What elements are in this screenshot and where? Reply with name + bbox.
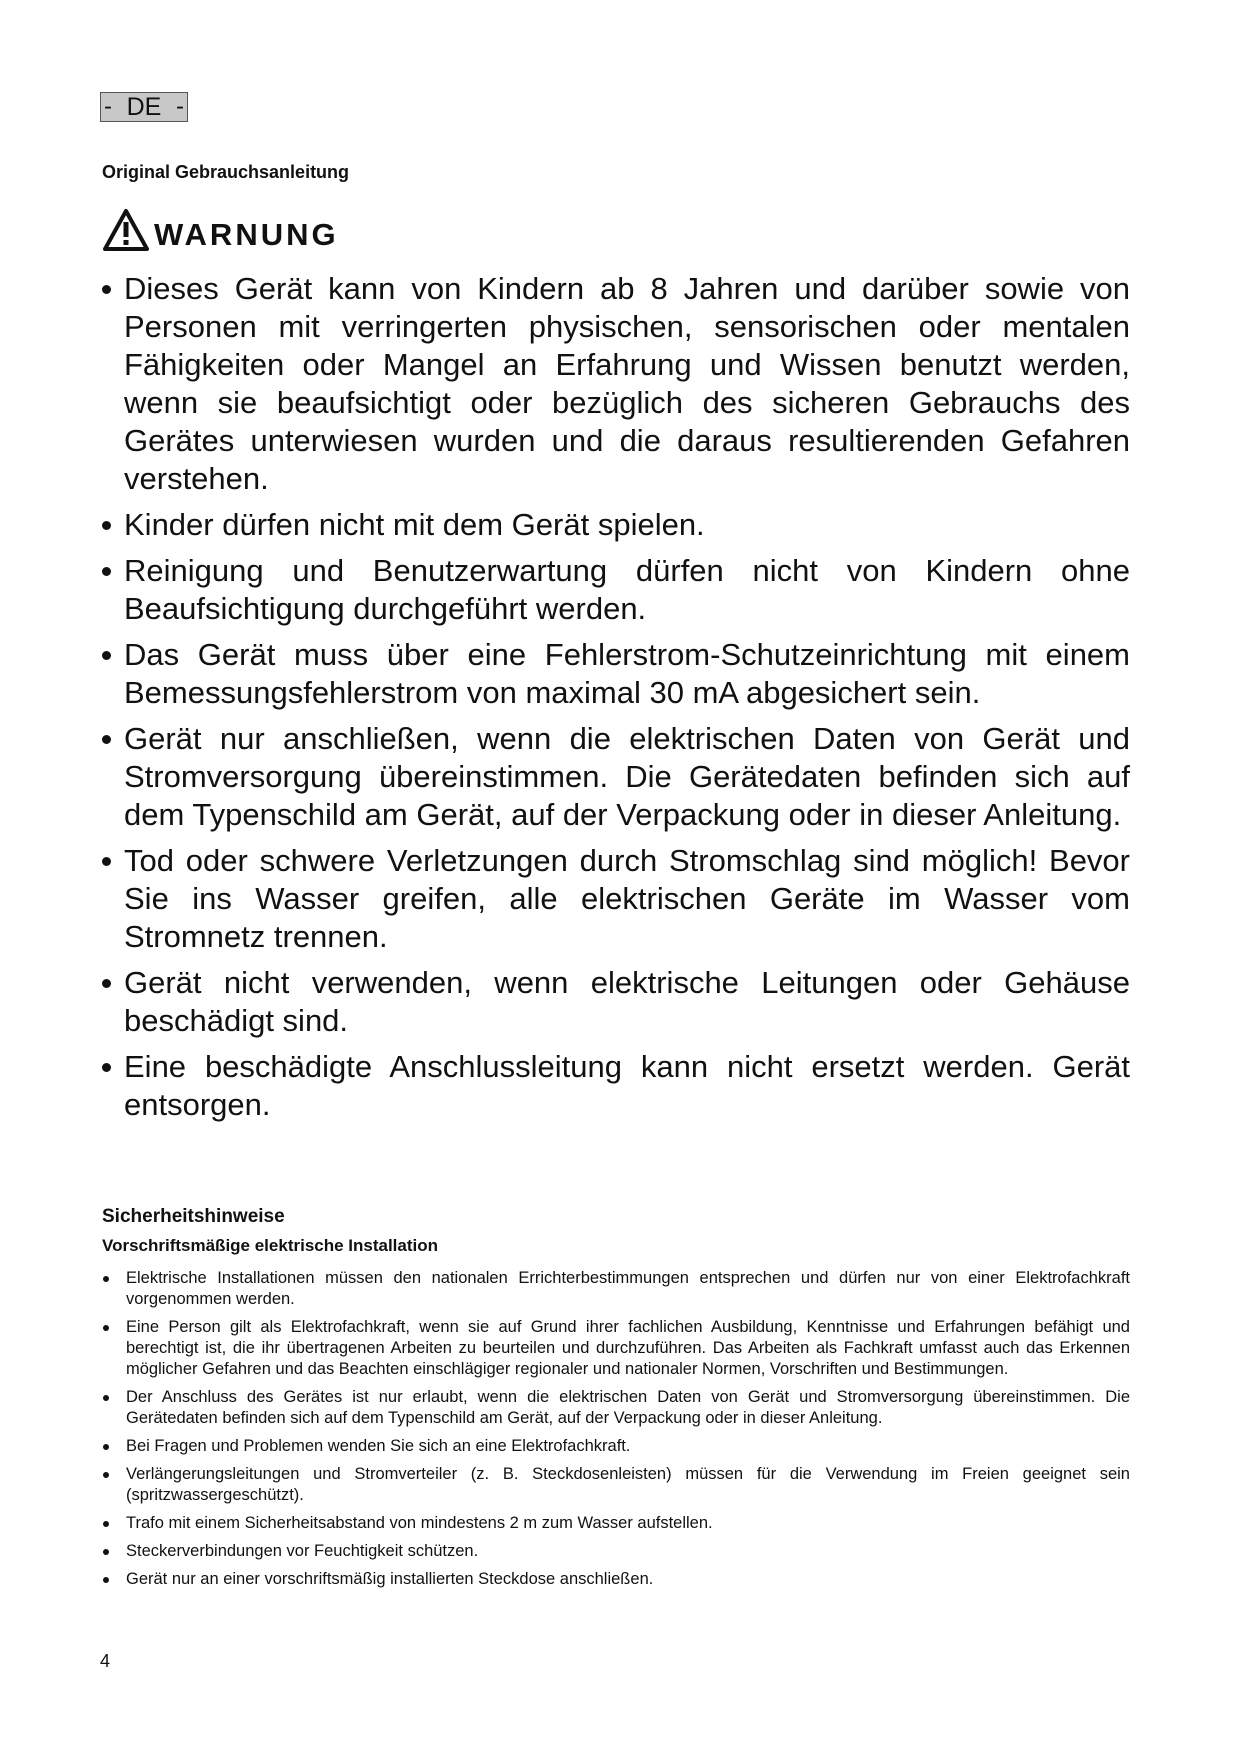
warning-triangle-icon <box>102 208 150 252</box>
warning-list <box>100 270 1130 1132</box>
installation-item: Elektrische Installationen müssen den nationalen Errichterbestimmungen entsprechen und dürfen nur von einer Elektrofachkraft vorgenommen werden. <box>100 1268 1130 1310</box>
language-tag <box>100 92 188 122</box>
warning-item: Eine beschädigte Anschlussleitung kann nicht ersetzt werden. Gerät entsorgen. <box>100 1048 1130 1124</box>
warning-item: Reinigung und Benutzerwartung dürfen nicht von Kindern ohne Beaufsichtigung durchgeführt werden. <box>100 552 1130 628</box>
warning-title: WARNUNG <box>154 217 339 252</box>
installation-item: Trafo mit einem Sicherheitsabstand von mindestens 2 m zum Wasser aufstellen. <box>100 1513 1130 1534</box>
warning-item: Tod oder schwere Verletzungen durch Stromschlag sind möglich! Bevor Sie ins Wasser greifen, alle elektrischen Geräte im Wasser vom Stromnetz trennen. <box>100 842 1130 956</box>
language-code: DE <box>126 93 162 121</box>
document-title: Original Gebrauchsanleitung <box>102 162 350 182</box>
installation-item: Verlängerungsleitungen und Stromverteiler (z. B. Steckdosenleisten) müssen für die Verwendung im Freien geeignet sein (spritzwassergeschützt). <box>100 1464 1130 1506</box>
installation-item: Bei Fragen und Problemen wenden Sie sich an eine Elektrofachkraft. <box>100 1436 1130 1457</box>
language-tag-right: - <box>176 93 184 120</box>
installation-item: Steckerverbindungen vor Feuchtigkeit schützen. <box>100 1541 1130 1562</box>
warning-heading <box>102 208 339 252</box>
warning-item: Kinder dürfen nicht mit dem Gerät spielen. <box>100 506 1130 544</box>
warning-item: Dieses Gerät kann von Kindern ab 8 Jahren und darüber sowie von Personen mit verringerten physischen, sensorischen oder mentalen Fähigkeiten oder Mangel an Erfahrung und Wissen benutzt werden, wenn sie beaufsichtigt oder bezüglich des sicheren Gebrauchs des Gerätes unterwiesen wurden und die daraus resultierenden Gefahren verstehen. <box>100 270 1130 498</box>
language-tag-left: - <box>104 93 112 120</box>
installation-list <box>100 1268 1130 1597</box>
safety-section-subtitle: Vorschriftsmäßige elektrische Installation <box>102 1236 439 1255</box>
installation-item: Eine Person gilt als Elektrofachkraft, wenn sie auf Grund ihrer fachlichen Ausbildung, Kenntnisse und Erfahrungen befähigt und berechtigt ist, die ihr übertragenen Arbeiten zu beurteilen und durchzuführen. Das Arbeiten als Fachkraft umfasst auch das Erkennen möglicher Gefahren und das Beachten einschlägiger regionaler und nationaler Normen, Vorschriften und Bestimmungen. <box>100 1317 1130 1380</box>
installation-item: Gerät nur an einer vorschriftsmäßig installierten Steckdose anschließen. <box>100 1569 1130 1590</box>
installation-item: Der Anschluss des Gerätes ist nur erlaubt, wenn die elektrischen Daten von Gerät und Stromversorgung übereinstimmen. Die Gerätedaten befinden sich auf dem Typenschild am Gerät, auf der Verpackung oder in dieser Anleitung. <box>100 1387 1130 1429</box>
warning-item: Gerät nur anschließen, wenn die elektrischen Daten von Gerät und Stromversorgung übereinstimmen. Die Gerätedaten befinden sich auf dem Typenschild am Gerät, auf der Verpackung oder in dieser Anleitung. <box>100 720 1130 834</box>
page-number: 4 <box>100 1651 111 1671</box>
warning-item: Gerät nicht verwenden, wenn elektrische Leitungen oder Gehäuse beschädigt sind. <box>100 964 1130 1040</box>
safety-section-title: Sicherheitshinweise <box>102 1206 285 1227</box>
warning-item: Das Gerät muss über eine Fehlerstrom-Schutzeinrichtung mit einem Bemessungsfehlerstrom von maximal 30 mA abgesichert sein. <box>100 636 1130 712</box>
